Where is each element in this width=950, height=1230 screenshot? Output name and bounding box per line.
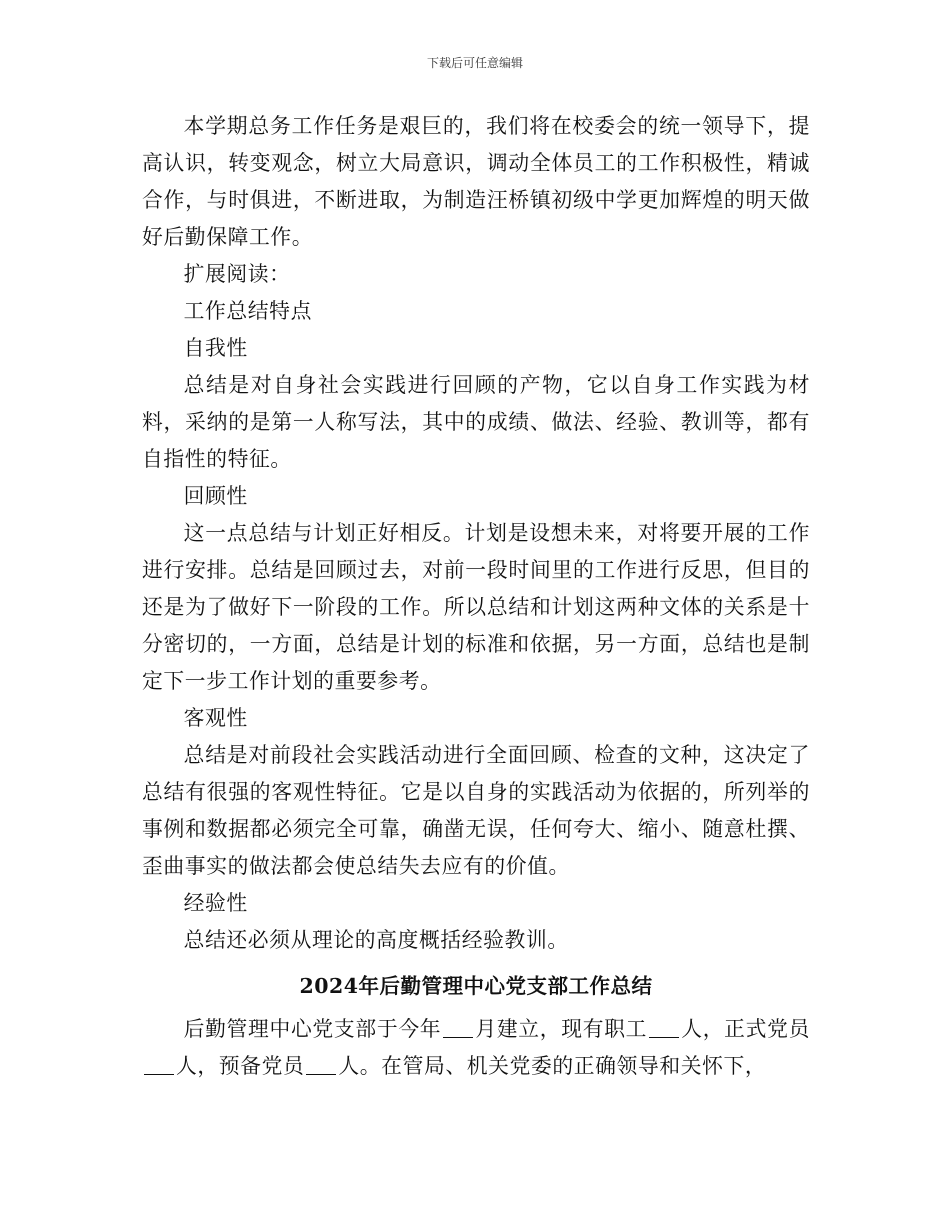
- text-segment: 月建立，现有职工: [475, 1017, 648, 1041]
- section-title: 2024年后勤管理中心党支部工作总结: [299, 974, 653, 998]
- paragraph-section2: [142, 1011, 810, 1085]
- subheading-self: 自我性: [183, 336, 248, 360]
- subheading-experience: 经验性: [183, 891, 248, 915]
- text-segment: 人。在管局、机关党委的正确领导和关怀下，: [338, 1054, 767, 1078]
- text-segment: 人，正式党员: [681, 1017, 810, 1041]
- extended-reading-label: 扩展阅读：: [183, 262, 291, 286]
- document-body: [142, 108, 810, 1085]
- subheading-review: 回顾性: [183, 484, 248, 508]
- paragraph-intro: 本学期总务工作任务是艰巨的，我们将在校委会的统一领导下，提高认识，转变观念，树立大局意识，调动全体员工的工作积极性，精诚合作，与时俱进，不断进取，为制造汪桥镇初级中学更加辉煌的明天做好后勤保障工作。: [142, 114, 810, 249]
- text-segment: 后勤管理中心党支部于今年: [183, 1017, 442, 1041]
- page-header: 下载后可任意编辑: [426, 56, 523, 70]
- paragraph-self: 总结是对自身社会实践进行回顾的产物，它以自身工作实践为材料，采纳的是第一人称写法，其中的成绩、做法、经验、教训等，都有自指性的特征。: [142, 373, 810, 471]
- paragraph-experience: 总结还必须从理论的高度概括经验教训。: [183, 928, 569, 952]
- blank-underline: [649, 1015, 679, 1038]
- paragraph-objective: 总结是对前段社会实践活动进行全面回顾、检查的文种，这决定了总结有很强的客观性特征。它是以自身的实践活动为依据的，所列举的事例和数据都必须完全可靠，确凿无误，任何夸大、缩小、随意杜撰、歪曲事实的做法都会使总结失去应有的价值。: [142, 743, 810, 878]
- topic-title: 工作总结特点: [183, 299, 312, 323]
- blank-underline: [443, 1015, 473, 1038]
- paragraph-review: 这一点总结与计划正好相反。计划是设想未来，对将要开展的工作进行安排。总结是回顾过去，对前一段时间里的工作进行反思，但目的还是为了做好下一阶段的工作。所以总结和计划这两种文体的关系是十分密切的，一方面，总结是计划的标准和依据，另一方面，总结也是制定下一步工作计划的重要参考。: [142, 521, 810, 693]
- text-segment: 人，预备党员: [176, 1054, 305, 1078]
- blank-underline: [144, 1052, 174, 1075]
- blank-underline: [306, 1052, 336, 1075]
- subheading-objective: 客观性: [183, 706, 248, 730]
